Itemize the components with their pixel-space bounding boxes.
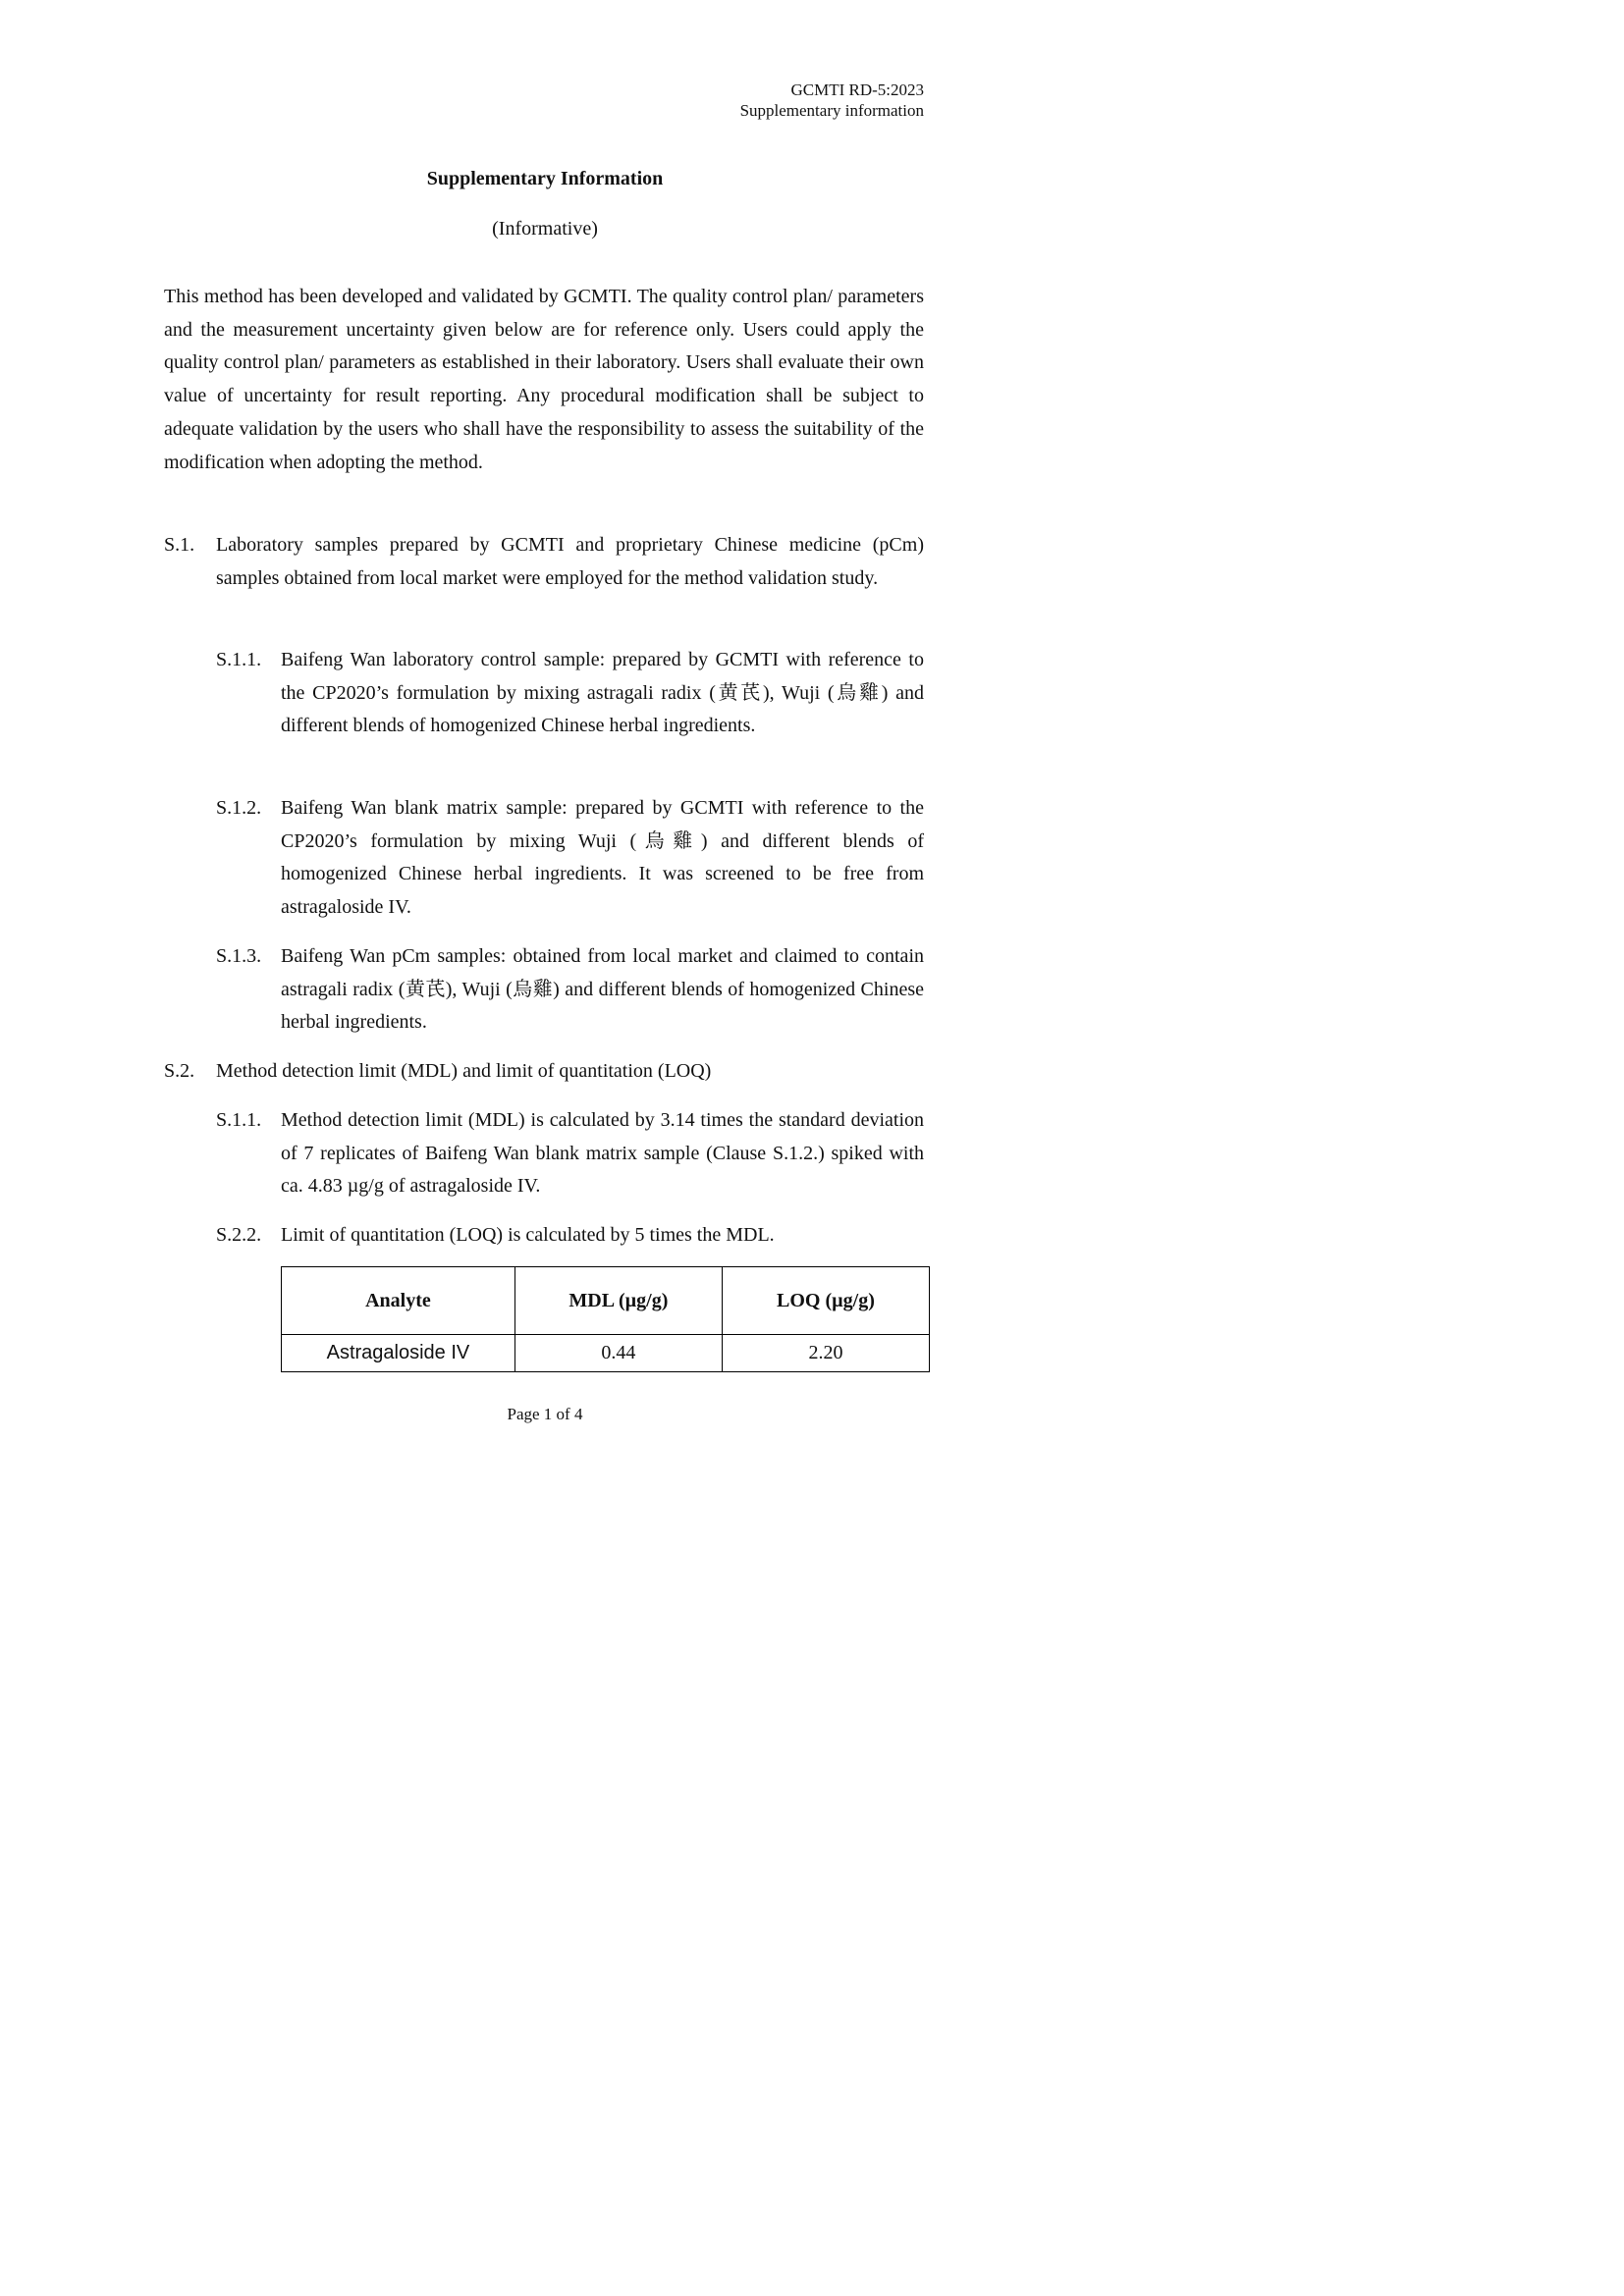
clause-number: S.1.1. (216, 1109, 262, 1131)
column-header-analyte: Analyte (282, 1267, 515, 1335)
clause-s2-2 (216, 1219, 924, 1253)
section-s2 (164, 1055, 924, 1089)
page-subtitle: (Informative) (492, 218, 598, 240)
section-number: S.1. (164, 534, 195, 556)
document-section-label: Supplementary information (739, 101, 924, 120)
clause-number: S.1.2. (216, 797, 262, 819)
table-row (282, 1335, 930, 1372)
cell-loq: 2.20 (722, 1335, 929, 1372)
clause-text: Limit of quantitation (LOQ) is calculated by 5 times the MDL. (281, 1224, 775, 1246)
page-number: Page 1 of 4 (507, 1405, 583, 1423)
intro-paragraph: This method has been developed and validated by GCMTI. The quality control plan/ parameters and the measurement uncertainty given below are for reference only. Users could apply the quality control plan/ parameters as established in their laboratory. Users shall evaluate their own value of uncertainty for result reporting. Any procedural modification shall be subject to adequate validation by the users who shall have the responsibility to assess the suitability of the modification when adopting the method. (164, 286, 924, 473)
cell-analyte: Astragaloside IV (282, 1335, 515, 1372)
clause-text: Method detection limit (MDL) is calculated by 3.14 times the standard deviation of 7 replicates of Baifeng Wan blank matrix sample (Clause S.1.2.) spiked with ca. 4.83 µg/g of astragaloside IV. (281, 1109, 924, 1198)
clause-s1-2 (216, 792, 924, 925)
column-header-loq: LOQ (µg/g) (722, 1267, 929, 1335)
page-title: Supplementary Information (426, 168, 664, 189)
cell-mdl: 0.44 (514, 1335, 722, 1372)
section-s1 (164, 529, 924, 595)
section-number: S.2. (164, 1060, 195, 1082)
clause-s2-1 (216, 1104, 924, 1203)
clause-text: Baifeng Wan pCm samples: obtained from local market and claimed to contain astragali radix (黄芪), Wuji (烏雞) and different blends of homogenized Chinese herbal ingredients. (281, 945, 924, 1034)
clause-number: S.1.3. (216, 945, 262, 967)
clause-text: Baifeng Wan blank matrix sample: prepared by GCMTI with reference to the CP2020’s formulation by mixing Wuji (烏雞) and different blends of homogenized Chinese herbal ingredients. It was screened to be free from astragaloside IV. (281, 797, 924, 919)
clause-text: Baifeng Wan laboratory control sample: prepared by GCMTI with reference to the CP2020’s formulation by mixing astragali radix (黄芪), Wuji (烏雞) and different blends of homogenized Chinese herbal ingredients. (281, 649, 924, 737)
clause-s1-3 (216, 940, 924, 1040)
table-header-row (282, 1267, 930, 1335)
clause-number: S.2.2. (216, 1224, 262, 1246)
column-header-mdl: MDL (µg/g) (514, 1267, 722, 1335)
section-text: Method detection limit (MDL) and limit of quantitation (LOQ) (216, 1060, 712, 1082)
clause-s1-1 (216, 644, 924, 743)
clause-number: S.1.1. (216, 649, 262, 670)
results-table (281, 1266, 930, 1372)
section-text: Laboratory samples prepared by GCMTI and proprietary Chinese medicine (pCm) samples obtained from local market were employed for the method validation study. (216, 534, 924, 589)
document-code: GCMTI RD-5:2023 (790, 80, 924, 99)
